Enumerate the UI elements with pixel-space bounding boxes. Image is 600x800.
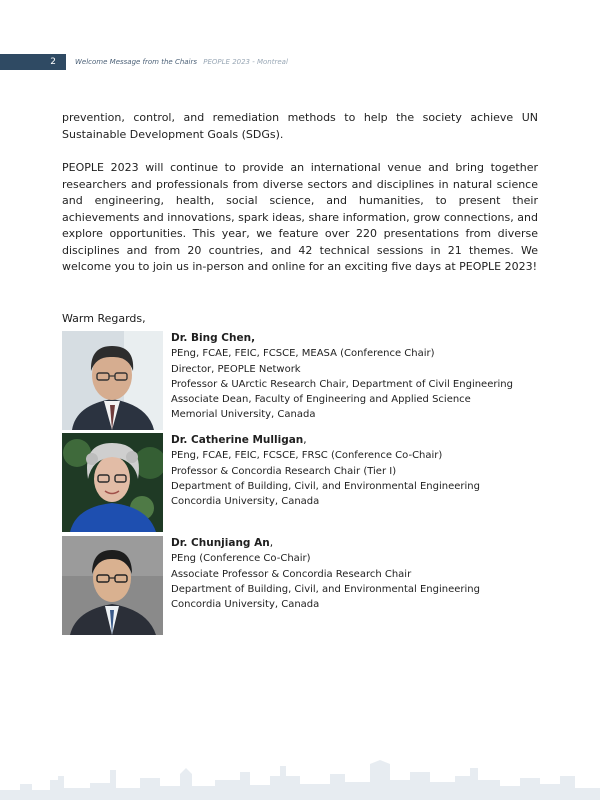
chair-role: Department of Building, Civil, and Environmental Engineering bbox=[171, 480, 480, 492]
chair-info bbox=[171, 433, 541, 509]
chair-name: Dr. Bing Chen bbox=[171, 332, 252, 344]
page-number-badge: 2 bbox=[0, 54, 66, 70]
chair-affiliation: Concordia University, Canada bbox=[171, 496, 320, 508]
header-title bbox=[75, 54, 288, 70]
chair-info bbox=[171, 331, 541, 423]
portrait-photo bbox=[62, 331, 163, 430]
portrait-photo bbox=[62, 433, 163, 532]
city-skyline-footer bbox=[0, 750, 600, 800]
chair-name-suffix: , bbox=[303, 434, 307, 446]
chair-affiliation: Concordia University, Canada bbox=[171, 599, 320, 611]
chair-role: Professor & UArctic Research Chair, Department of Civil Engineering bbox=[171, 378, 513, 390]
chair-credentials: PEng, FCAE, FEIC, FCSCE, FRSC (Conference Co-Chair) bbox=[171, 450, 443, 462]
chair-role: Professor & Concordia Research Chair (Tier I) bbox=[171, 465, 397, 477]
chair-role: Department of Building, Civil, and Environmental Engineering bbox=[171, 583, 480, 595]
chair-info bbox=[171, 536, 541, 612]
chair-credentials: PEng (Conference Co-Chair) bbox=[171, 553, 311, 565]
page-header bbox=[0, 54, 600, 70]
header-title-text: Welcome Message from the Chairs bbox=[75, 58, 198, 66]
chair-name-suffix: , bbox=[269, 537, 274, 549]
chair-name: Dr. Catherine Mulligan bbox=[171, 434, 304, 446]
body-paragraph-1: prevention, control, and remediation methods to help the society achieve UN Sustainable Development Goals (SDGs). bbox=[62, 111, 538, 141]
chair-name: Dr. Chunjiang An bbox=[171, 537, 270, 549]
closing-regards: Warm Regards, bbox=[62, 312, 146, 325]
chair-name-suffix: , bbox=[251, 332, 256, 344]
chair-role: Associate Professor & Concordia Research Chair bbox=[171, 568, 412, 580]
chair-affiliation: Memorial University, Canada bbox=[171, 409, 316, 421]
body-paragraph-2: PEOPLE 2023 will continue to provide an international venue and bring together researchers and professionals from diverse sectors and disciplines in natural science and engineering, health, social science, and humanities, to present their achievements and innovations, spark ideas, share information, grow connections, and explore opportunities. This year, we feature over 220 presentations from diverse disciplines and from 20 countries, and 42 technical sessions in 21 themes. We welcome you to join us in-person and online for an exciting five days at PEOPLE 2023! bbox=[62, 161, 538, 273]
chair-credentials: PEng, FCAE, FEIC, FCSCE, MEASA (Conference Chair) bbox=[171, 348, 435, 360]
portrait-photo bbox=[62, 536, 163, 635]
header-subtitle: PEOPLE 2023 - Montreal bbox=[203, 58, 288, 66]
chair-role: Director, PEOPLE Network bbox=[171, 363, 301, 375]
chair-role: Associate Dean, Faculty of Engineering and Applied Science bbox=[171, 394, 471, 406]
